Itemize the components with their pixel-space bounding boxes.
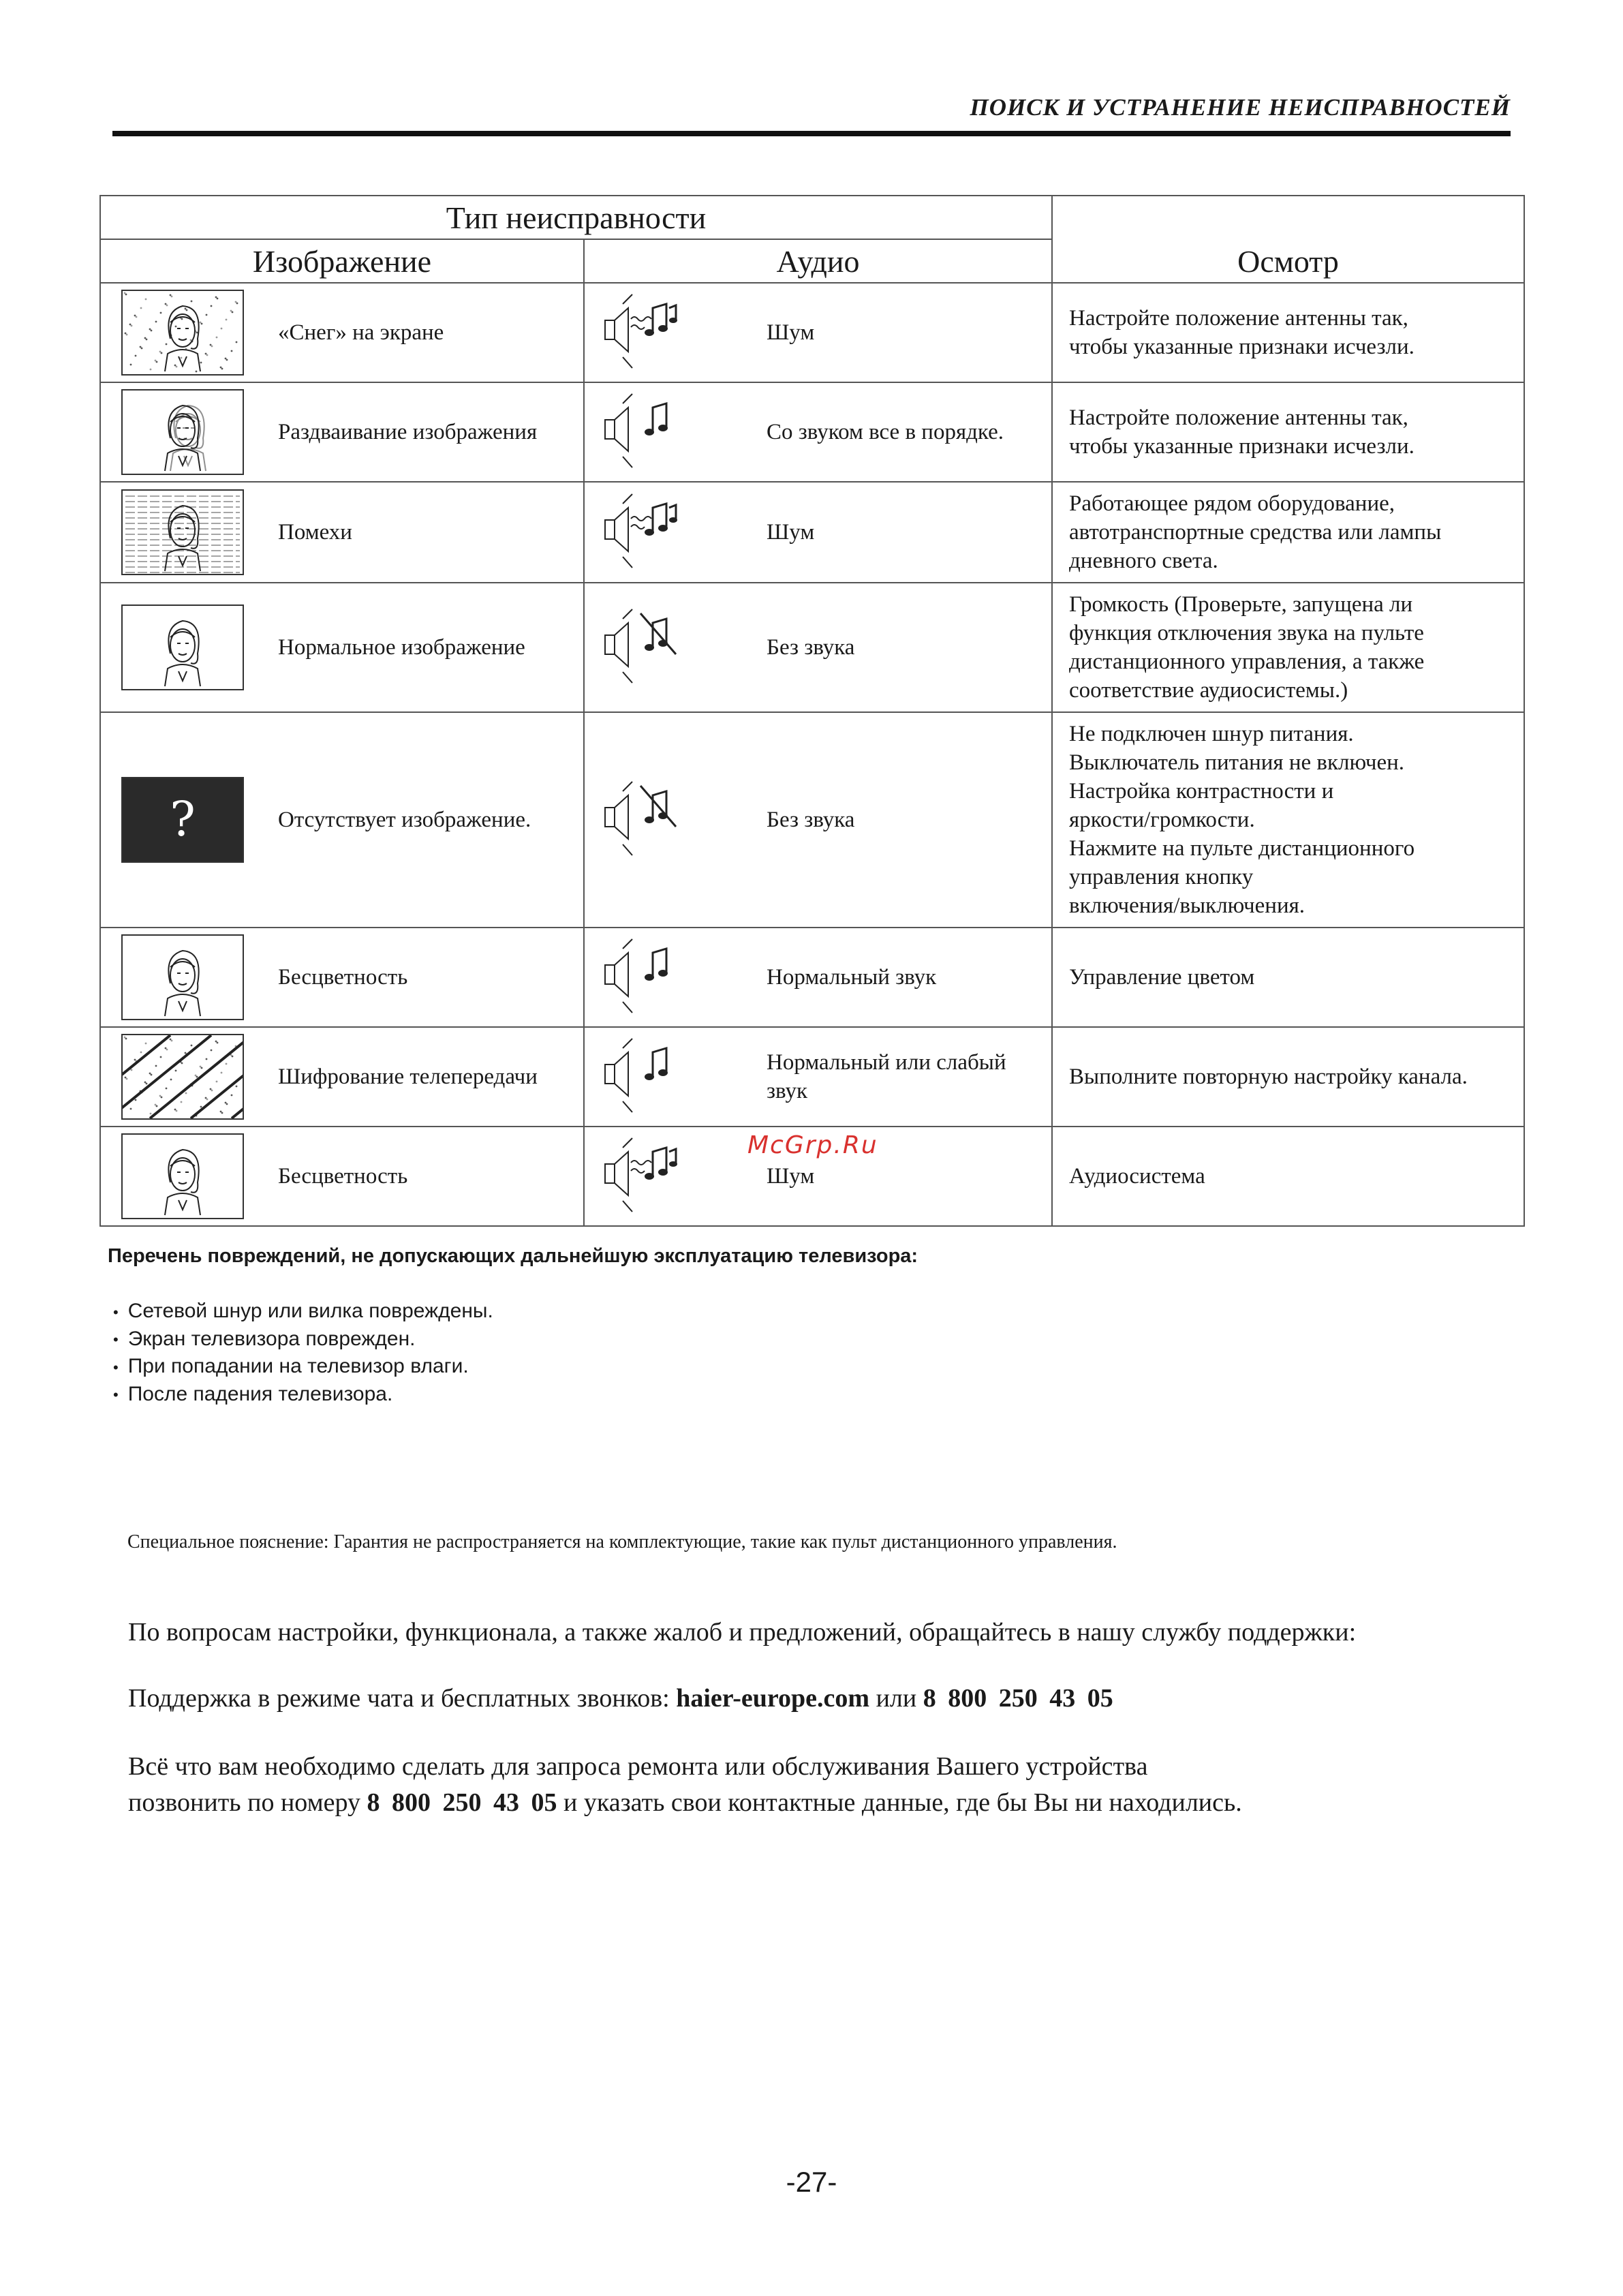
- check-line: Аудиосистема: [1069, 1164, 1205, 1189]
- section-title: ПОИСК И УСТРАНЕНИЕ НЕИСПРАВНОСТЕЙ: [970, 94, 1511, 121]
- image-cell: [100, 712, 584, 928]
- audio-symptom: Со звуком все в порядке.: [767, 420, 1004, 444]
- normal-picture-icon: [121, 934, 244, 1020]
- audio-cell: [584, 382, 1052, 482]
- audio-cell: [584, 1027, 1052, 1127]
- damage-list: [113, 1298, 918, 1408]
- page-number: -27-: [786, 2166, 837, 2198]
- check-header: Осмотр: [1052, 196, 1524, 283]
- check-cell: [1052, 928, 1524, 1027]
- image-symptom: «Снег» на экране: [278, 320, 444, 345]
- audio-symptom: Шум: [767, 520, 815, 545]
- damage-list-section: [108, 1245, 918, 1408]
- audio-symptom: Без звука: [767, 808, 855, 832]
- check-line: Выполните повторную настройку канала.: [1069, 1065, 1468, 1089]
- check-line: автотранспортные средства или лампы: [1069, 520, 1442, 545]
- audio-symptom: Шум: [767, 320, 815, 345]
- ghost-picture-icon: [121, 389, 244, 475]
- speaker-noise-icon: [600, 491, 688, 573]
- support-line-3a: Всё что вам необходимо сделать для запроса ремонта или обслуживания Вашего устройства: [128, 1752, 1148, 1781]
- check-line: чтобы указанные признаки исчезли.: [1069, 335, 1415, 359]
- image-symptom: Отсутствует изображение.: [278, 808, 531, 832]
- troubleshooting-table: [99, 195, 1525, 1227]
- image-cell: [100, 382, 584, 482]
- image-cell: [100, 583, 584, 712]
- check-line: Работающее рядом оборудование,: [1069, 491, 1395, 516]
- check-line: дневного света.: [1069, 549, 1218, 573]
- support-line-1: По вопросам настройки, функционала, а также жалоб и предложений, обращайтесь в нашу службу поддержки:: [128, 1618, 1357, 1647]
- audio-symptom: Без звука: [767, 635, 855, 660]
- audio-cell: [584, 283, 1052, 382]
- check-line: дистанционного управления, а также: [1069, 649, 1425, 674]
- interference-picture-icon: [121, 489, 244, 575]
- check-cell: [1052, 482, 1524, 583]
- image-symptom: Раздваивание изображения: [278, 420, 538, 444]
- audio-cell: [584, 928, 1052, 1027]
- support-phone: 8 800 250 43 05: [923, 1684, 1113, 1713]
- support-website: haier-europe.com: [676, 1684, 870, 1713]
- support-line-3b: [128, 1785, 1242, 1821]
- image-cell: [100, 283, 584, 382]
- audio-cell: [584, 583, 1052, 712]
- check-cell: [1052, 583, 1524, 712]
- image-symptom: Бесцветность: [278, 1164, 408, 1189]
- check-cell: [1052, 382, 1524, 482]
- watermark: McGrp.Ru: [747, 1131, 878, 1159]
- svg-text:?: ?: [170, 791, 196, 847]
- warranty-note: Специальное пояснение: Гарантия не распространяется на комплектующие, такие как пульт дистанционного управления.: [127, 1531, 1117, 1552]
- support-line-2: [128, 1683, 1113, 1713]
- speaker-mute-icon: [600, 607, 688, 688]
- check-line: яркости/громкости.: [1069, 808, 1255, 832]
- image-symptom: Нормальное изображение: [278, 635, 525, 660]
- speaker-noise-icon: [600, 1135, 688, 1217]
- image-symptom: Бесцветность: [278, 965, 408, 990]
- table-row: [100, 382, 1524, 482]
- check-line: функция отключения звука на пульте: [1069, 621, 1424, 645]
- support-prefix: Поддержка в режиме чата и бесплатных звонков:: [128, 1684, 670, 1713]
- check-line: чтобы указанные признаки исчезли.: [1069, 434, 1415, 459]
- normal-picture-icon: [121, 1133, 244, 1219]
- image-symptom: Помехи: [278, 520, 352, 545]
- image-cell: [100, 1127, 584, 1226]
- check-cell: [1052, 712, 1524, 928]
- check-cell: [1052, 283, 1524, 382]
- check-line: Настройте положение антенны так,: [1069, 405, 1408, 430]
- image-cell: [100, 928, 584, 1027]
- speaker-note-icon: [600, 936, 688, 1018]
- fault-type-header: Тип неисправности: [100, 196, 1052, 239]
- snow-picture-icon: [121, 290, 244, 376]
- list-item: • Сетевой шнур или вилка повреждены.: [113, 1298, 918, 1326]
- check-line: Выключатель питания не включен.: [1069, 750, 1405, 775]
- image-cell: [100, 482, 584, 583]
- support-or: или: [876, 1684, 917, 1713]
- speaker-note-icon: [600, 1036, 688, 1118]
- list-item: • После падения телевизора.: [113, 1381, 918, 1409]
- table-row: [100, 583, 1524, 712]
- table-row: [100, 928, 1524, 1027]
- check-line: управления кнопку: [1069, 865, 1254, 889]
- check-line: Настройка контрастности и: [1069, 779, 1334, 803]
- support-phone-2: 8 800 250 43 05: [367, 1788, 557, 1817]
- check-line: Управление цветом: [1069, 965, 1255, 990]
- page-header: [112, 94, 1511, 136]
- image-cell: [100, 1027, 584, 1127]
- check-line: Нажмите на пульте дистанционного: [1069, 836, 1415, 861]
- speaker-noise-icon: [600, 292, 688, 373]
- audio-symptom: Нормальный или слабый звук: [767, 1050, 1006, 1103]
- check-cell: [1052, 1127, 1524, 1226]
- table-row: [100, 283, 1524, 382]
- normal-picture-icon: [121, 604, 244, 690]
- question-mark-icon: [121, 777, 244, 863]
- support-line-3: [128, 1749, 1242, 1821]
- audio-header: Аудио: [584, 239, 1052, 283]
- table-row: [100, 482, 1524, 583]
- image-symptom: Шифрование телепередачи: [278, 1065, 538, 1089]
- table-row: [100, 1027, 1524, 1127]
- speaker-note-icon: [600, 391, 688, 473]
- check-line: соответствие аудиосистемы.): [1069, 678, 1348, 703]
- speaker-mute-icon: [600, 779, 688, 861]
- list-item: • При попадании на телевизор влаги.: [113, 1353, 918, 1381]
- image-header: Изображение: [100, 239, 584, 283]
- damage-heading: Перечень повреждений, не допускающих дальнейшую эксплуатацию телевизора:: [108, 1245, 918, 1267]
- check-line: Настройте положение антенны так,: [1069, 306, 1408, 331]
- audio-symptom: Нормальный звук: [767, 965, 937, 990]
- check-line: Громкость (Проверьте, запущена ли: [1069, 592, 1413, 617]
- audio-symptom: Шум: [767, 1164, 815, 1189]
- audio-cell: [584, 482, 1052, 583]
- support-call-prefix: позвонить по номеру: [128, 1788, 360, 1817]
- scrambled-picture-icon: [121, 1034, 244, 1120]
- support-call-suffix: и указать свои контактные данные, где бы Вы ни находились.: [563, 1788, 1242, 1817]
- check-cell: [1052, 1027, 1524, 1127]
- check-line: включения/выключения.: [1069, 893, 1305, 918]
- list-item: • Экран телевизора поврежден.: [113, 1326, 918, 1353]
- audio-cell: [584, 712, 1052, 928]
- table-row: [100, 712, 1524, 928]
- check-line: Не подключен шнур питания.: [1069, 722, 1354, 746]
